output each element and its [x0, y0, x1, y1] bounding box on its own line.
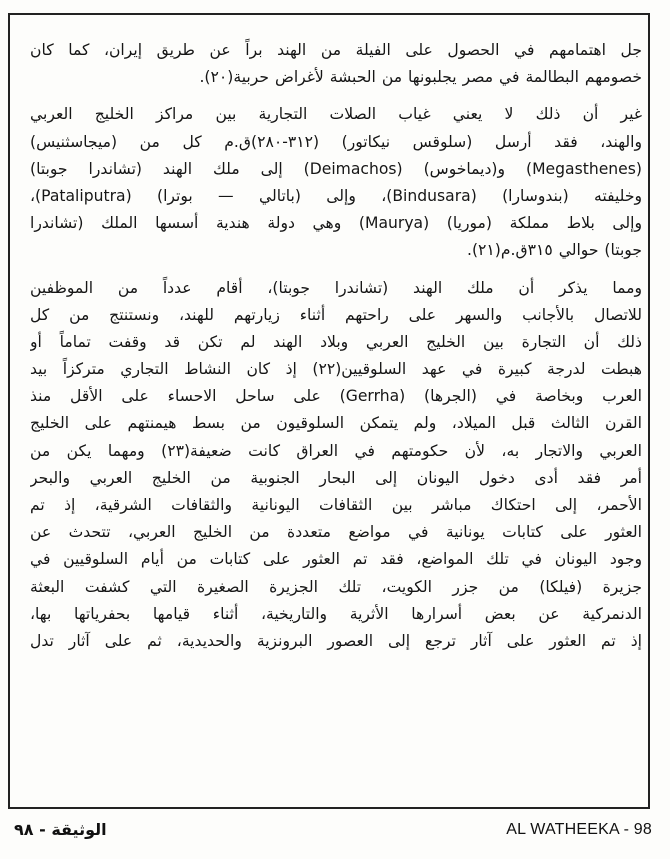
paragraph	[30, 37, 642, 91]
text-line: إذ تم العثور على آثار ترجع إلى العصور البرونزية والحديدية، ثم على آثار تدل	[30, 631, 642, 650]
paragraph	[30, 275, 642, 656]
text-line: غير أن ذلك لا يعني غياب الصلات التجارية بين مراكز الخليج العربي	[30, 105, 642, 124]
footer-english-title: AL WATHEEKA - 98	[506, 821, 652, 838]
paragraph	[30, 101, 642, 264]
body-text	[30, 37, 642, 655]
text-line: للاتصال بالأجانب والسهر على راحتهم أثناء زيارتهم للهند، ونستنتج من كل	[30, 305, 642, 324]
text-line: ومما يذكر أن ملك الهند (تشاندرا جوبتا)، أقام عدداً من الموظفين	[30, 278, 642, 297]
text-line: وخليفته (بندوسارا) (Bindusara)، وإلى (باتالي — بوترا) (Pataliputra)،	[30, 186, 642, 205]
page-frame	[8, 13, 650, 809]
page-footer	[0, 812, 670, 852]
text-line: ذلك أن التجارة بين الخليج العربي وبلاد الهند لم تكن قد وقفت تماماً أو	[30, 332, 642, 351]
text-line: القرن الثالث قبل الميلاد، ولم يتمكن السلوقيون من بسط هيمنتهم على الخليج	[30, 414, 642, 433]
paragraph-gap	[30, 265, 642, 275]
text-line: العثور على كتابات يونانية في مواضع متعددة من الخليج العربي، تتحدث عن	[30, 523, 642, 542]
footer-arabic-title: الوثيقة - ٩٨	[14, 820, 107, 839]
text-line: وإلى بلاط مملكة (موريا) (Maurya) وهي دولة هندية أسسها الملك (تشاندرا	[30, 214, 642, 233]
text-line: (Megasthenes) و(ديماخوس) (Deimachos) إلى ملك الهند (تشاندرا جوبتا)	[30, 159, 642, 178]
text-line: الأحمر، إلى احتكاك مباشر بين الثقافات اليونانية والثقافات الشرقية، إذ تم	[30, 496, 642, 514]
text-line: خصومهم البطالمة في مصر يجلبونها من الحبشة لأغراض حربية(٢٠).	[199, 68, 642, 87]
text-line: جوبتا) حوالي ٣١٥ق.م(٢١).	[466, 241, 642, 260]
text-line: جل اهتمامهم في الحصول على الفيلة من الهند براً عن طريق إيران، كما كان	[30, 41, 642, 59]
paragraph-gap	[30, 91, 642, 101]
text-line: جزيرة (فيلكا) من جزر الكويت، تلك الجزيرة الصغيرة التي كشفت البعثة	[30, 577, 642, 596]
text-line: أمر فقد أدى دخول اليونان إلى البحار الجنوبية من الخليج العربي والبحر	[30, 468, 642, 487]
text-line: العربي والاتجار به، لأن حكومتهم في العراق كانت ضعيفة(٢٣) ومهما يكن من	[30, 441, 642, 460]
text-line: والهند، فقد أرسل (سلوقس نيكاتور) (٣١٢-٢٨٠)ق.م كل من (ميجاسثنيس)	[30, 132, 642, 151]
text-line: وجود اليونان في تلك المواضع، فقد تم العثور على كتابات من أيام السلوقيين في	[30, 550, 642, 569]
text-line: الدنمركية عن بعض أسرارها الأثرية والتاريخية، أثناء قيامها بحفرياتها بها،	[30, 604, 642, 623]
text-line: هبطت لدرجة كبيرة في عهد السلوقيين(٢٢) إذ كان النشاط التجاري متركزاً بيد	[30, 360, 642, 379]
text-line: العرب وبخاصة في (الجرها) (Gerrha) على ساحل الاحساء على الأقل منذ	[30, 387, 642, 406]
